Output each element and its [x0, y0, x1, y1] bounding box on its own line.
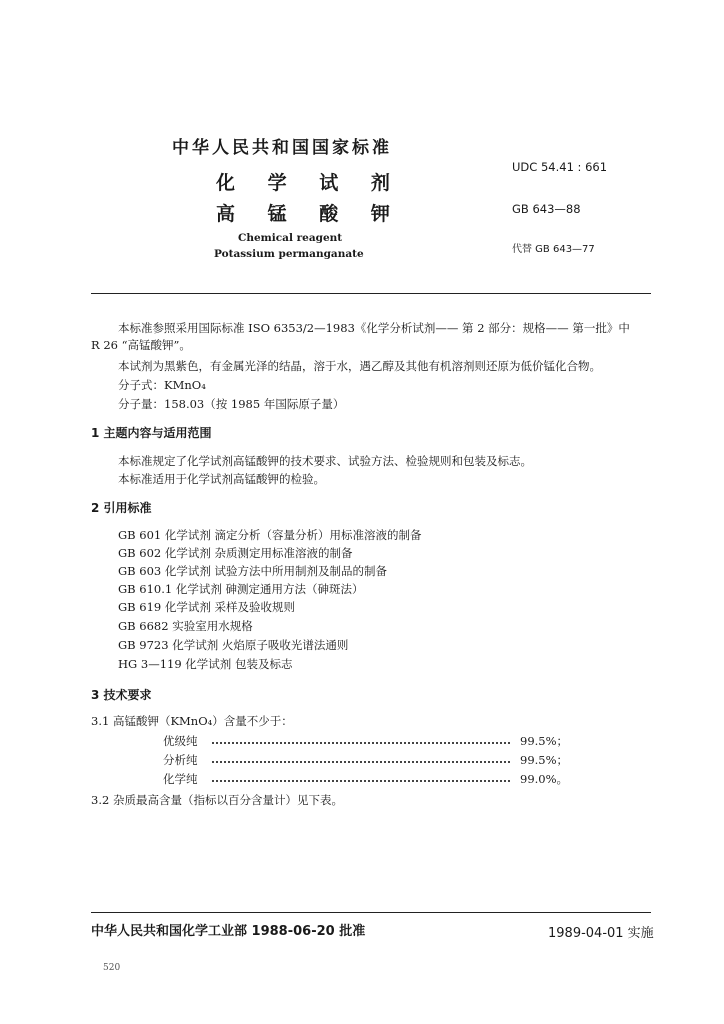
grade-value: 99.5%；: [520, 734, 569, 748]
reference-item: GB 603 化学试剂 试验方法中所用制剂及制品的制备: [118, 564, 388, 578]
molecular-formula: 分子式：KMnO₄: [118, 378, 206, 392]
reference-item: GB 619 化学试剂 采样及验收规则: [118, 600, 296, 614]
section3-1: 3.1 高锰酸钾（KMnO₄）含量不少于：: [91, 714, 293, 728]
reference-item: GB 9723 化学试剂 火焰原子吸收光谱法通则: [118, 638, 349, 652]
grade-value: 99.5%；: [520, 753, 569, 767]
effective-date: 1989-04-01 实施: [548, 926, 654, 941]
standard-title-line2: 高 锰 酸 钾: [216, 203, 403, 225]
intro-line2: R 26 “高锰酸钾”。: [91, 338, 191, 352]
page-number: 520: [103, 963, 121, 973]
english-title-line2: Potassium permanganate: [214, 248, 364, 260]
reference-item: GB 602 化学试剂 杂质测定用标准溶液的制备: [118, 546, 353, 560]
standard-number: GB 643—88: [512, 202, 581, 216]
footer-divider: [91, 912, 651, 913]
approval-line: 中华人民共和国化学工业部 1988-06-20 批准: [91, 924, 366, 939]
intro-line3: 本试剂为黑紫色，有金属光泽的结晶，溶于水，遇乙醇及其他有机溶剂则还原为低价锰化合物。: [118, 359, 601, 373]
standard-title-line1: 化 学 试 剂: [216, 172, 403, 194]
grade-name: 化学纯: [163, 772, 198, 786]
reference-item: HG 3—119 化学试剂 包装及标志: [118, 657, 293, 671]
section1-line2: 本标准适用于化学试剂高锰酸钾的检验。: [118, 472, 325, 486]
dot-leader: [212, 755, 510, 763]
section2-heading: 2 引用标准: [91, 501, 152, 515]
grade-name: 优级纯: [163, 734, 198, 748]
reference-item: GB 601 化学试剂 滴定分析（容量分析）用标准溶液的制备: [118, 528, 422, 542]
section1-heading: 1 主题内容与适用范围: [91, 426, 212, 440]
national-standard-title: 中华人民共和国国家标准: [172, 138, 392, 158]
english-title-line1: Chemical reagent: [238, 232, 343, 244]
section3-2: 3.2 杂质最高含量（指标以百分含量计）见下表。: [91, 793, 343, 807]
section1-line1: 本标准规定了化学试剂高锰酸钾的技术要求、试验方法、检验规则和包装及标志。: [118, 454, 532, 468]
header-divider: [91, 293, 651, 294]
replaces-standard: 代替 GB 643—77: [512, 244, 595, 255]
reference-item: GB 610.1 化学试剂 砷测定通用方法（砷斑法）: [118, 582, 364, 596]
grade-value: 99.0%。: [520, 772, 569, 786]
grade-name: 分析纯: [163, 753, 198, 767]
dot-leader: [212, 774, 510, 782]
molecular-mass: 分子量：158.03（按 1985 年国际原子量）: [118, 397, 345, 411]
section3-heading: 3 技术要求: [91, 688, 152, 702]
reference-item: GB 6682 实验室用水规格: [118, 619, 253, 633]
dot-leader: [212, 736, 510, 744]
intro-line1: 本标准参照采用国际标准 ISO 6353/2—1983《化学分析试剂—— 第 2 部分：规格—— 第一批》中: [118, 321, 630, 335]
udc-number: UDC 54.41 : 661: [512, 160, 608, 174]
